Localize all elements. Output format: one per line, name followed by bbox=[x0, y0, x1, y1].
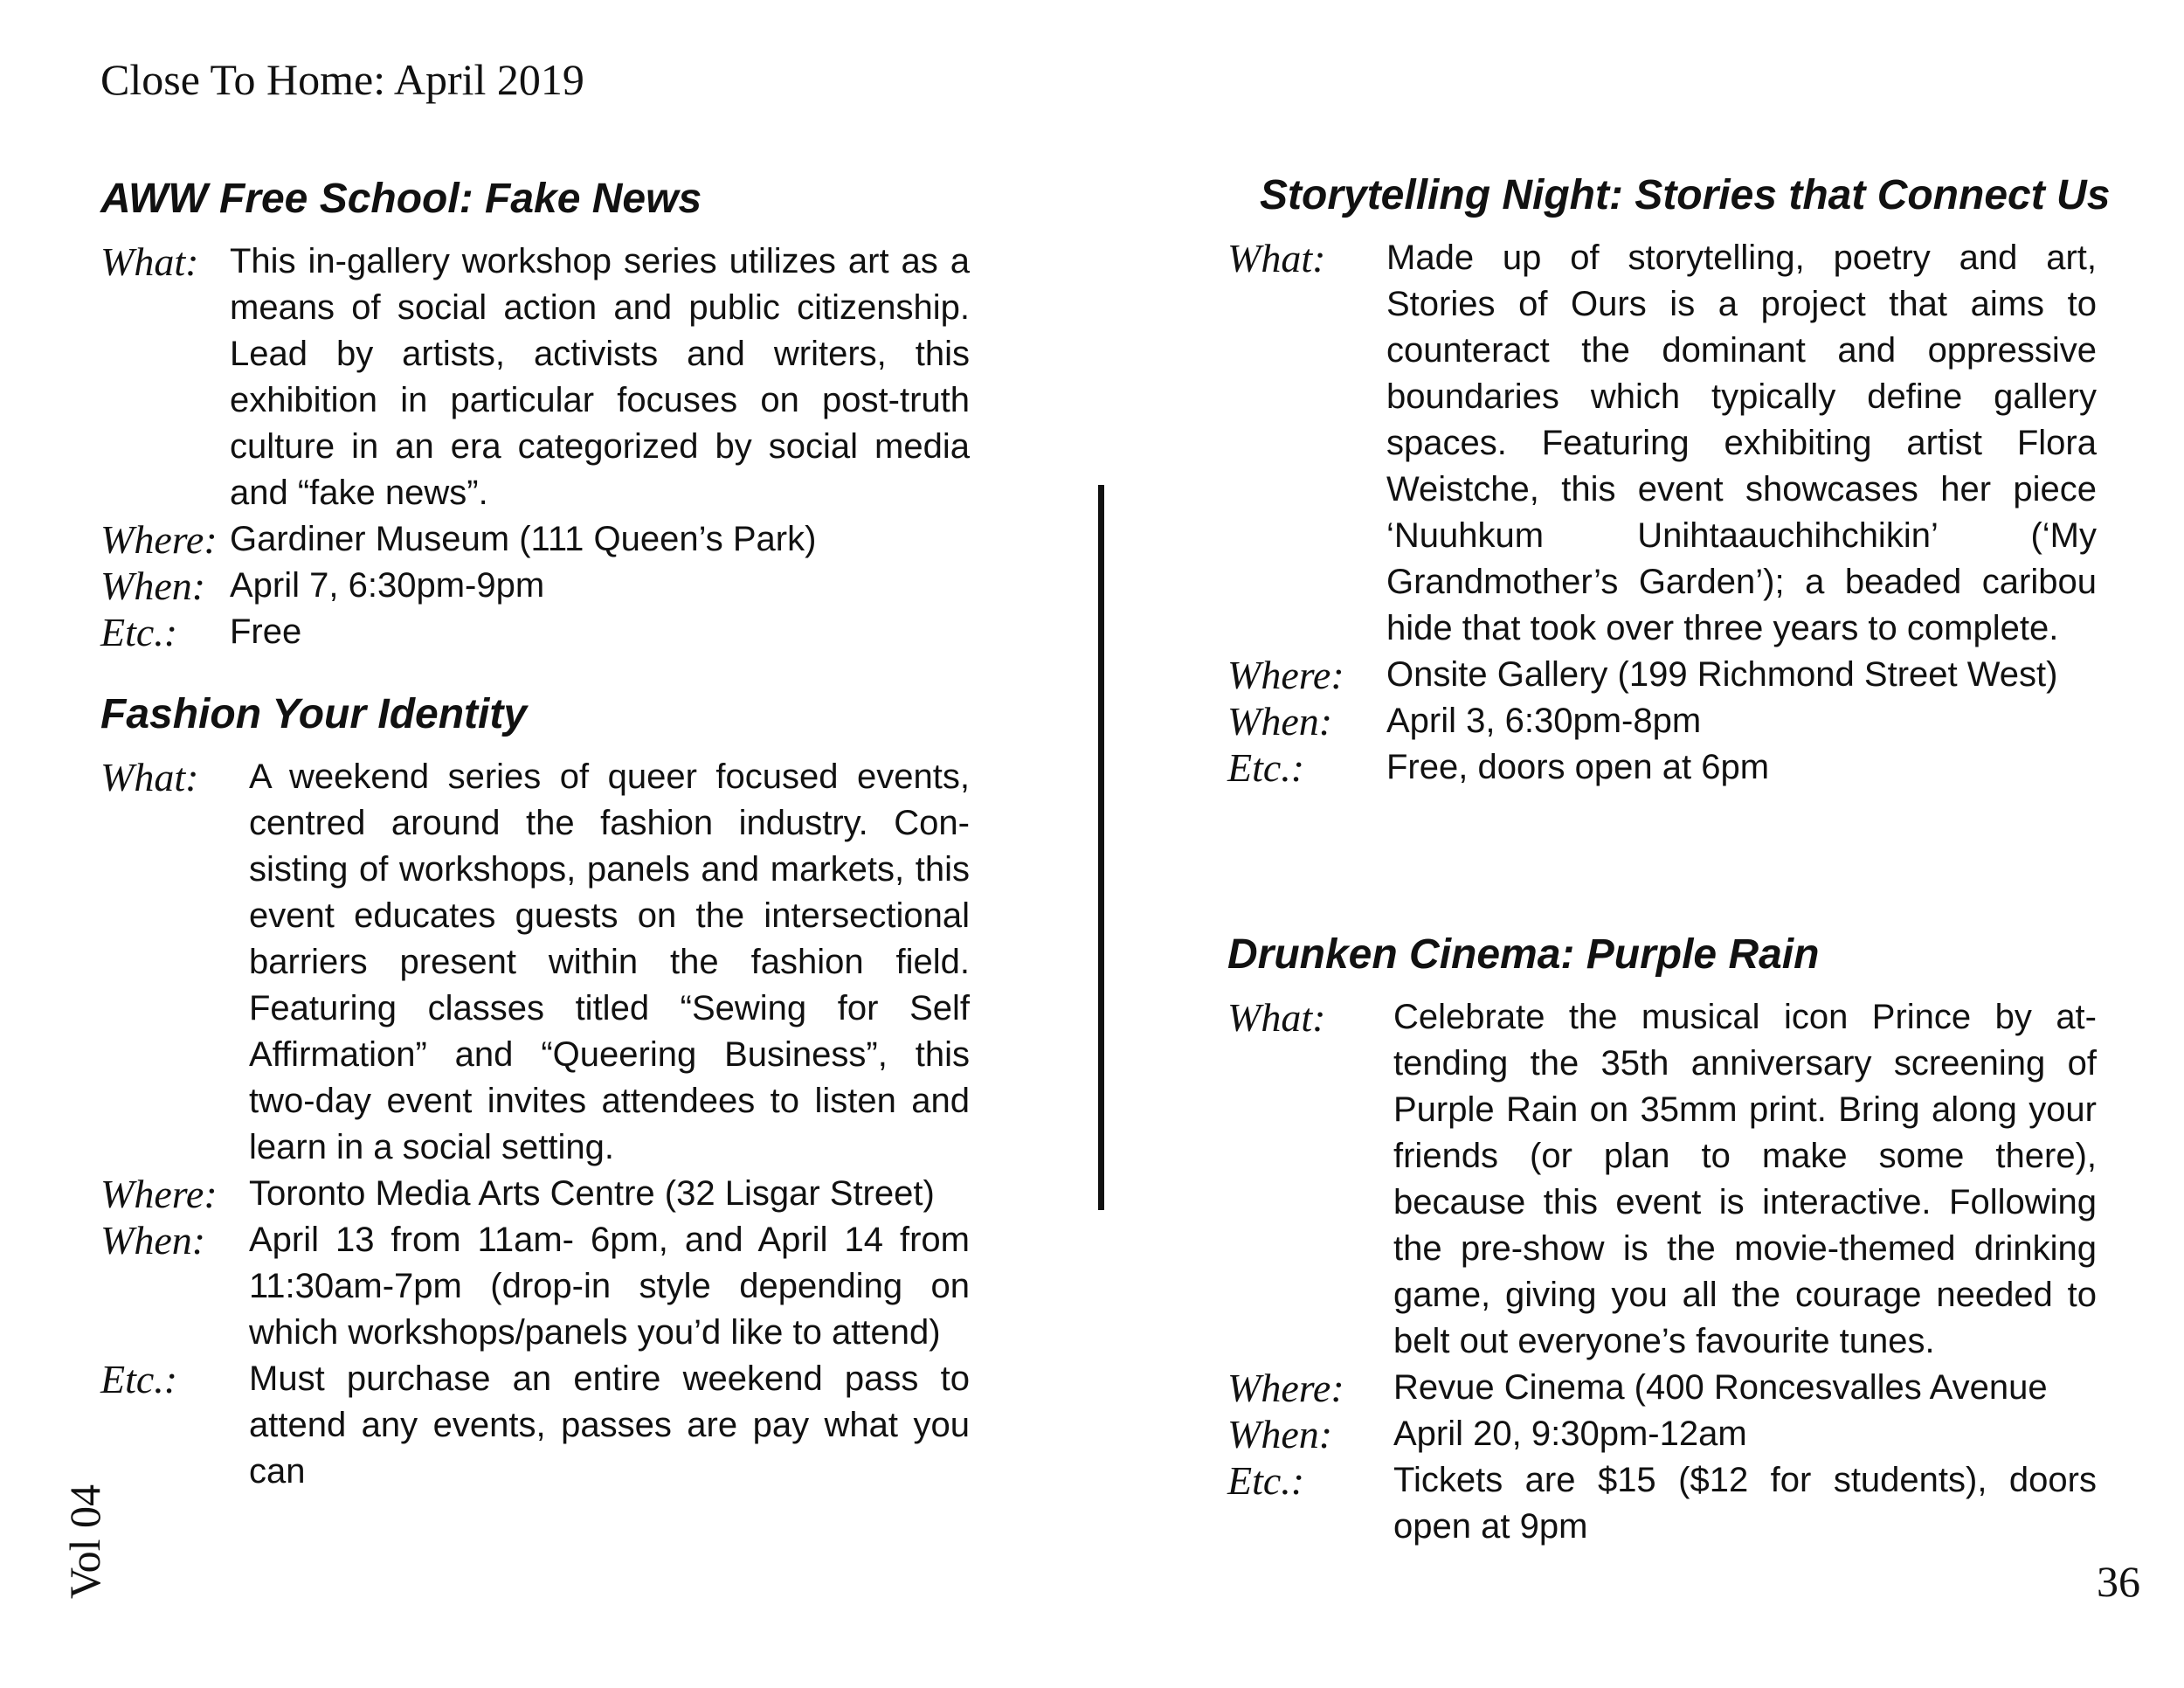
event-etc-row bbox=[1227, 744, 2097, 791]
event-drunken-cinema bbox=[1227, 930, 2097, 1550]
event-etc-row bbox=[100, 609, 970, 655]
event-storytelling-night bbox=[1227, 171, 2111, 791]
what-label: What: bbox=[100, 239, 199, 285]
column-divider bbox=[1098, 485, 1104, 1210]
page-number: 36 bbox=[2097, 1557, 2140, 1606]
event-title: AWW Free School: Fake News bbox=[100, 176, 702, 222]
etc-label: Etc.: bbox=[1227, 1458, 1305, 1504]
where-text: Revue Cinema (400 Roncesvalles Avenue bbox=[1393, 1368, 2048, 1408]
when-text: April 7, 6:30pm-9pm bbox=[230, 566, 545, 605]
event-when-row bbox=[1227, 1411, 2097, 1457]
where-text: Gardiner Museum (111 Queen’s Park) bbox=[230, 520, 817, 559]
what-label: What: bbox=[1227, 236, 1326, 281]
where-text: Toronto Media Arts Centre (32 Lisgar Street) bbox=[249, 1174, 935, 1214]
event-what-row bbox=[100, 754, 970, 1171]
event-where-row bbox=[100, 516, 970, 563]
event-when-row bbox=[1227, 698, 2097, 744]
volume-label: Vol 04 bbox=[60, 1484, 109, 1599]
what-text: This in-gallery workshop series utilizes art as a means of social action and public citizenship. Lead by artists, activists and writers, this exhibition in particular focuses on post-truth culture in an era categorized by social media and “fake news”. bbox=[230, 242, 970, 513]
when-text: April 3, 6:30pm-8pm bbox=[1386, 702, 1702, 741]
event-where-row bbox=[100, 1171, 970, 1217]
event-when-row bbox=[100, 1217, 970, 1356]
event-title: Fashion Your Identity bbox=[100, 691, 528, 737]
event-etc-row bbox=[100, 1356, 970, 1495]
running-head: Close To Home: April 2019 bbox=[100, 55, 584, 104]
where-label: Where: bbox=[1227, 653, 1344, 698]
event-fashion-your-identity bbox=[100, 690, 970, 1495]
etc-label: Etc.: bbox=[100, 1357, 178, 1402]
event-where-row bbox=[1227, 1365, 2097, 1411]
event-title: Drunken Cinema: Purple Rain bbox=[1227, 931, 1820, 978]
when-label: When: bbox=[100, 1218, 206, 1263]
etc-text: Free, doors open at 6pm bbox=[1386, 748, 1770, 787]
when-text: April 13 from 11am- 6pm, and April 14 from 11:30am-7pm (drop-in style depending on which workshops/panels you’d like to attend) bbox=[249, 1221, 970, 1352]
event-what-row bbox=[100, 239, 970, 516]
event-where-row bbox=[1227, 652, 2097, 698]
event-what-row bbox=[1227, 235, 2097, 652]
what-label: What: bbox=[1227, 995, 1326, 1041]
event-what-row bbox=[1227, 994, 2097, 1365]
event-when-row bbox=[100, 563, 970, 609]
event-title: Storytelling Night: Stories that Connect Us bbox=[1260, 172, 2111, 218]
what-label: What: bbox=[100, 755, 199, 800]
event-aww-free-school bbox=[100, 175, 970, 655]
etc-label: Etc.: bbox=[1227, 745, 1305, 791]
what-text: A weekend series of queer focused events, centred around the fashion industry. Consisting of workshops, panels and markets, this event educates guests on the intersectional barriers present within the fashion field. Featuring classes titled “Sewing for Self Affirmation” and “Queering Business”, this two-day event invites attendees to listen and learn in a social setting. bbox=[249, 758, 970, 1167]
where-label: Where: bbox=[100, 1172, 218, 1217]
what-text: Made up of storytelling, poetry and art, Stories of Ours is a project that aims to counteract the dominant and oppressive boundaries which typically define gallery spaces. Featuring exhibiting artist Flora Weistche, this event showcases her piece ‘Nuuhkum Unihtaauchihchikin’ (‘My Grandmother’s Garden’); a beaded caribou hide that took over three years to complete. bbox=[1386, 239, 2097, 648]
etc-text: Tickets are $15 ($12 for students), doors open at 9pm bbox=[1393, 1461, 2097, 1546]
when-text: April 20, 9:30pm-12am bbox=[1393, 1415, 1747, 1454]
where-label: Where: bbox=[1227, 1366, 1344, 1411]
when-label: When: bbox=[100, 564, 206, 609]
where-label: Where: bbox=[100, 517, 218, 563]
what-text: Celebrate the musical icon Prince by attending the 35th anniversary screening of Purple Rain on 35mm print. Bring along your friends (or plan to make some there), because this event is interactive. Following the pre-show is the movie-themed drinking game, giving you all the courage needed to belt out everyone’s favourite tunes. bbox=[1393, 998, 2097, 1361]
etc-text: Must purchase an entire weekend pass to attend any events, passes are pay what you can bbox=[249, 1359, 970, 1491]
etc-label: Etc.: bbox=[100, 610, 178, 655]
event-etc-row bbox=[1227, 1457, 2097, 1550]
when-label: When: bbox=[1227, 699, 1333, 744]
etc-text: Free bbox=[230, 612, 302, 652]
when-label: When: bbox=[1227, 1412, 1333, 1457]
where-text: Onsite Gallery (199 Richmond Street West) bbox=[1386, 655, 2058, 695]
